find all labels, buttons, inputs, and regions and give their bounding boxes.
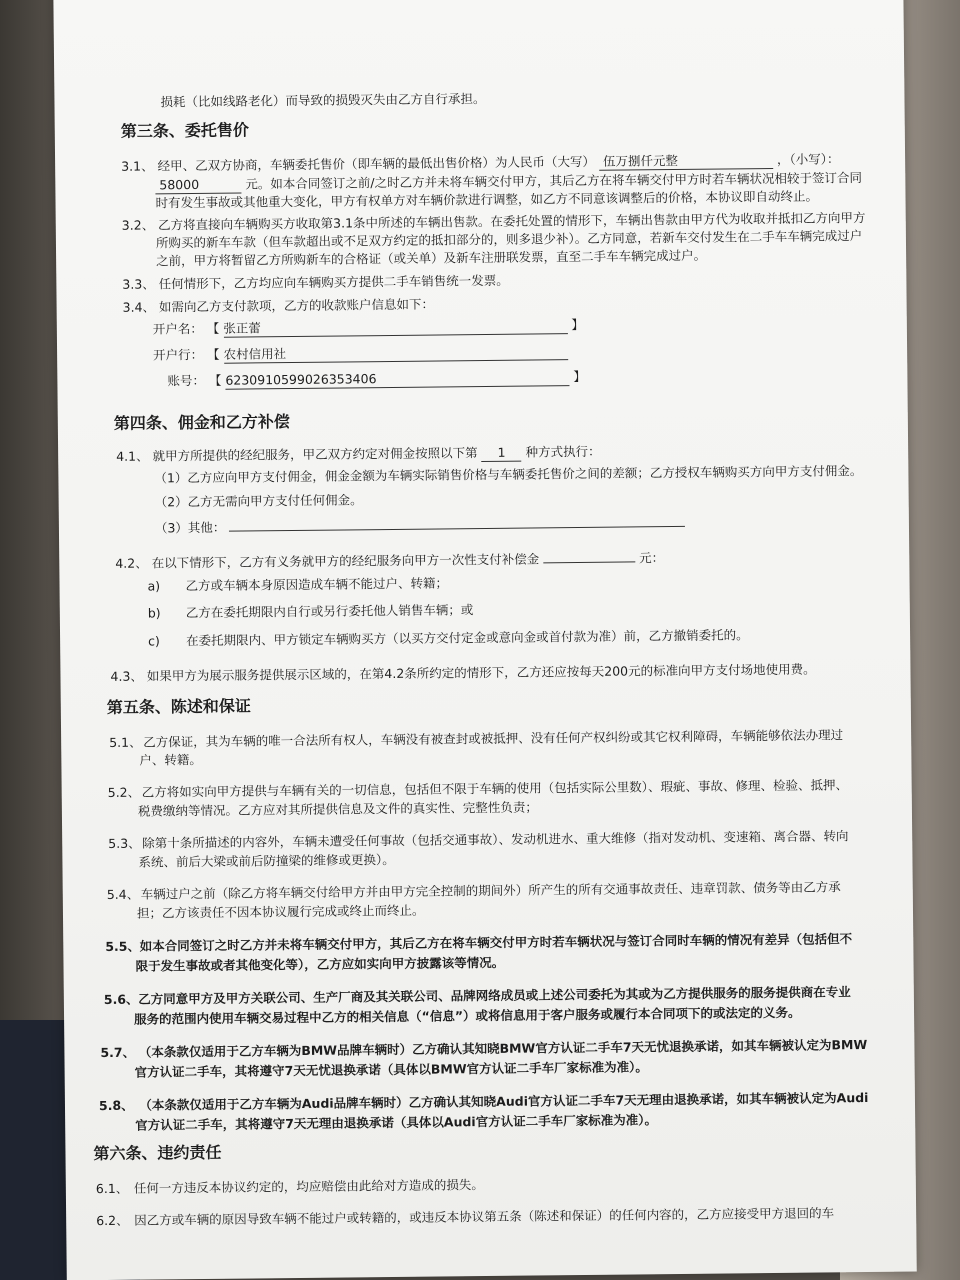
clause-text: 种方式执行： [525,443,601,460]
clause-text: 如果甲方为展示服务提供展示区域的，在第4.2条所约定的情形下，乙方还应按每天200元的标准向甲方支付场地使用费。 [146,661,816,684]
clause-number: 4.3、 [110,668,143,684]
left-bracket: 【 [208,372,222,388]
clause-number: 5.2、 [107,784,141,800]
option-1: （1）乙方应向甲方支付佣金，佣金金额为车辆实际销售价格与车辆委托售价之间的差额；乙方授权车辆购买方向甲方支付佣金。 [154,463,863,486]
clause-5-3-line2: 系统、前后大梁或前后防撞梁的维修或更换）。 [138,851,395,870]
clause-6-1 [96,1177,484,1197]
account-bank-value: 农村信用社 [224,343,568,364]
right-bracket: 】 [573,368,586,385]
clause-5-8-line2: 官方认证二手车，其将遵守7天无理由退换承诺（具体以Audi官方认证二手车厂家标准为准）。 [135,1112,658,1133]
clause-number: 5.1、 [109,734,142,750]
clause-text: 车辆过户之前（除乙方将车辆交付给甲方并由甲方完全控制的期间外）所产生的所有交通事故责任、违章罚款、债务等由乙方承 [140,879,841,902]
clause-text: ，（小写）： [776,151,840,167]
item-b-label: b) [147,605,161,621]
clause-5-7-line1 [100,1037,867,1061]
clause-4-2 [115,550,664,572]
account-name-row [153,317,584,339]
clause-text: 就甲方所提供的经纪服务，甲乙双方约定对佣金按照以下第 [152,445,478,464]
clause-text: 经甲、乙双方协商，车辆委托售价（即车辆的最低出售价格）为人民币（大写） [157,153,596,174]
item-a-text: 乙方或车辆本身原因造成车辆不能过户、转籍； [185,575,449,594]
item-a-label: a) [147,578,161,594]
option-2: （2）乙方无需向甲方支付任何佣金。 [154,492,363,510]
clause-text: （本条款仅适用于乙方车辆为Audi品牌车辆时）乙方确认其知晓Audi官方认证二手车7天无理由退换承诺，如其车辆被认定为Audi [139,1090,869,1113]
item-c-label: c) [148,633,160,649]
left-bracket: 【 [207,346,220,362]
clause-number: 4.1、 [116,448,149,464]
clause-text: 元。如本合同签订之前/之时乙方并未将车辆交付甲方，其后乙方在将车辆交付甲方时若车辆状况相较于签订合同 [245,170,863,192]
clause-4-3 [110,662,815,685]
clause-3-2-line3: 之前，甲方将暂留乙方所购新车的合格证（或关单）及新车注册联发票，直至二手车车辆完成过户。 [156,247,707,269]
clause-text: 元： [639,550,665,566]
section-3-title: 第三条、委托售价 [120,120,249,141]
clause-3-2-line2: 所购买的新车车款（但车款超出或不足双方约定的抵扣部分的，则多退少补）。乙方同意，若新车交付发生在二手车车辆完成过户 [155,228,863,251]
clause-5-5-line2: 限于发生事故或者其他变化等），乙方应如实向甲方披露该等情况。 [135,954,505,974]
section-6-title: 第六条、违约责任 [93,1142,222,1164]
account-name-label: 开户名： [152,320,203,337]
top-line: 损耗（比如线路老化）而导致的损毁灭失由乙方自行承担。 [160,90,486,110]
clause-5-8-line1 [99,1090,869,1114]
clause-5-2-line1 [108,777,848,801]
clause-5-7-line2: 官方认证二手车，其将遵守7天无忧退换承诺（具体以BMW官方认证二手车厂家标准为准）。 [134,1059,648,1080]
clause-3-3 [122,273,509,293]
account-number-label: 账号： [167,372,205,389]
clause-5-5-line1 [105,931,852,955]
clause-text: 乙方同意甲方及甲方关联公司、生产厂商及其关联公司、品牌网络成员或上述公司委托为其或为乙方提供服务的服务提供商在专业 [138,984,851,1007]
clause-6-2 [96,1205,834,1229]
item-c [148,627,749,649]
clause-number: 5.8、 [98,1097,134,1114]
section-5-title: 第五条、陈述和保证 [106,696,251,717]
clause-text: 乙方保证，其为车辆的唯一合法所有权人，车辆没有被查封或被抵押、没有任何产权纠纷或其它权利障碍，车辆能够依法办理过 [143,727,844,750]
clause-number: 3.3、 [122,276,155,292]
clause-text: （本条款仅适用于乙方车辆为BMW品牌车辆时）乙方确认其知晓BMW官方认证二手车7天无忧退换承诺，如其车辆被认定为BMW [138,1037,868,1060]
clause-text: 如需向乙方支付款项，乙方的收款账户信息如下： [158,296,435,315]
clause-number: 4.2、 [115,555,148,571]
left-bracket: 【 [206,320,220,336]
clause-number: 5.5、 [105,938,141,954]
clause-text: 如本合同签订之时乙方并未将车辆交付甲方，其后乙方在将车辆交付甲方时若车辆状况与签订合同时车辆的情况有差异（包括但不 [139,931,853,954]
option-3-label: （3）其他： [154,519,226,536]
account-bank-label: 开户行： [153,346,204,363]
clause-text: 在以下情形下，乙方有义务就甲方的经纪服务向甲方一次性支付补偿金 [151,551,540,571]
clause-number: 6.1、 [95,1180,129,1197]
amount-chinese-field: 伍万捌仟元整 [599,152,773,171]
clause-text: 因乙方或车辆的原因导致车辆不能过户或转籍的，或违反本协议第五条（陈述和保证）的任何内容的，乙方应接受甲方退回的车 [134,1205,835,1228]
clause-number: 3.1、 [121,158,154,174]
clause-number: 3.2、 [121,217,155,233]
item-c-text: 在委托期限内、甲方锁定车辆购买方（以买方交付定金或意向金或首付款为准）前，乙方撤销委托的。 [186,627,749,649]
clause-3-1-line3: 时有发生事故或其他重大变化，甲方有权单方对车辆价款进行调整，如乙方不同意该调整后的价格，本协议即自动终止。 [155,188,819,211]
account-bank-row [153,343,568,364]
commission-option-field: 1 [481,445,521,462]
clause-5-4-line2: 担；乙方该责任不因本协议履行完成或终止而终止。 [136,902,425,921]
account-name-value: 张正蕾 [223,317,567,338]
clause-number: 3.4、 [122,299,156,315]
clause-text: 任何一方违反本协议约定的，均应赔偿由此给对方造成的损失。 [133,1177,484,1196]
clause-5-2-line2: 税费缴纳等情况。乙方应对其所提供信息及文件的真实性、完整性负责； [137,799,538,819]
item-b-text: 乙方在委托期限内自行或另行委托他人销售车辆；或 [185,602,474,621]
item-a [147,575,448,594]
amount-number-field: 58000 [155,177,241,195]
clause-number: 5.6、 [103,991,139,1008]
compensation-blank [543,561,635,563]
clause-5-4-line1 [107,879,841,903]
option-3 [155,515,686,537]
clause-text: 乙方将直接向车辆购买方收取第3.1条中所述的车辆出售款。在委托处置的情形下，车辆出售款由甲方代为收取并抵扣乙方向甲方 [158,209,866,233]
clause-number: 6.2、 [96,1212,129,1229]
clause-5-3-line1 [108,828,848,852]
account-number-row [167,369,586,390]
clause-5-6-line2: 服务的范围内使用车辆交易过程中乙方的相关信息（“信息”）或将信息用于客户服务或履行本合同项下的或法定的义务。 [133,1004,801,1027]
clause-5-1-line1 [109,727,843,751]
clause-4-1 [116,444,601,466]
clause-text: 乙方将如实向甲方提供与车辆有关的一切信息，包括但不限于车辆的使用（包括实际公里数）、瑕疵、事故、修理、检验、抵押、 [141,777,848,800]
clause-text: 任何情形下，乙方均应向车辆购买方提供二手车销售统一发票。 [158,272,509,292]
clause-5-1-line2: 户、转籍。 [139,751,202,768]
clause-number: 5.7、 [100,1044,136,1061]
section-4-title: 第四条、佣金和乙方补偿 [113,412,290,433]
clause-3-4 [123,297,435,316]
option-3-blank [229,526,685,532]
clause-number: 5.3、 [108,835,141,851]
item-b [148,602,474,621]
contract-page [53,0,917,1280]
right-bracket: 】 [571,316,584,333]
clause-number: 5.4、 [106,886,140,902]
account-number-value: 6230910599026353406 [225,369,569,390]
clause-text: 除第十条所描述的内容外，车辆未遭受任何事故（包括交通事故）、发动机进水、重大维修（指对发动机、变速箱、离合器、转向 [142,828,849,851]
